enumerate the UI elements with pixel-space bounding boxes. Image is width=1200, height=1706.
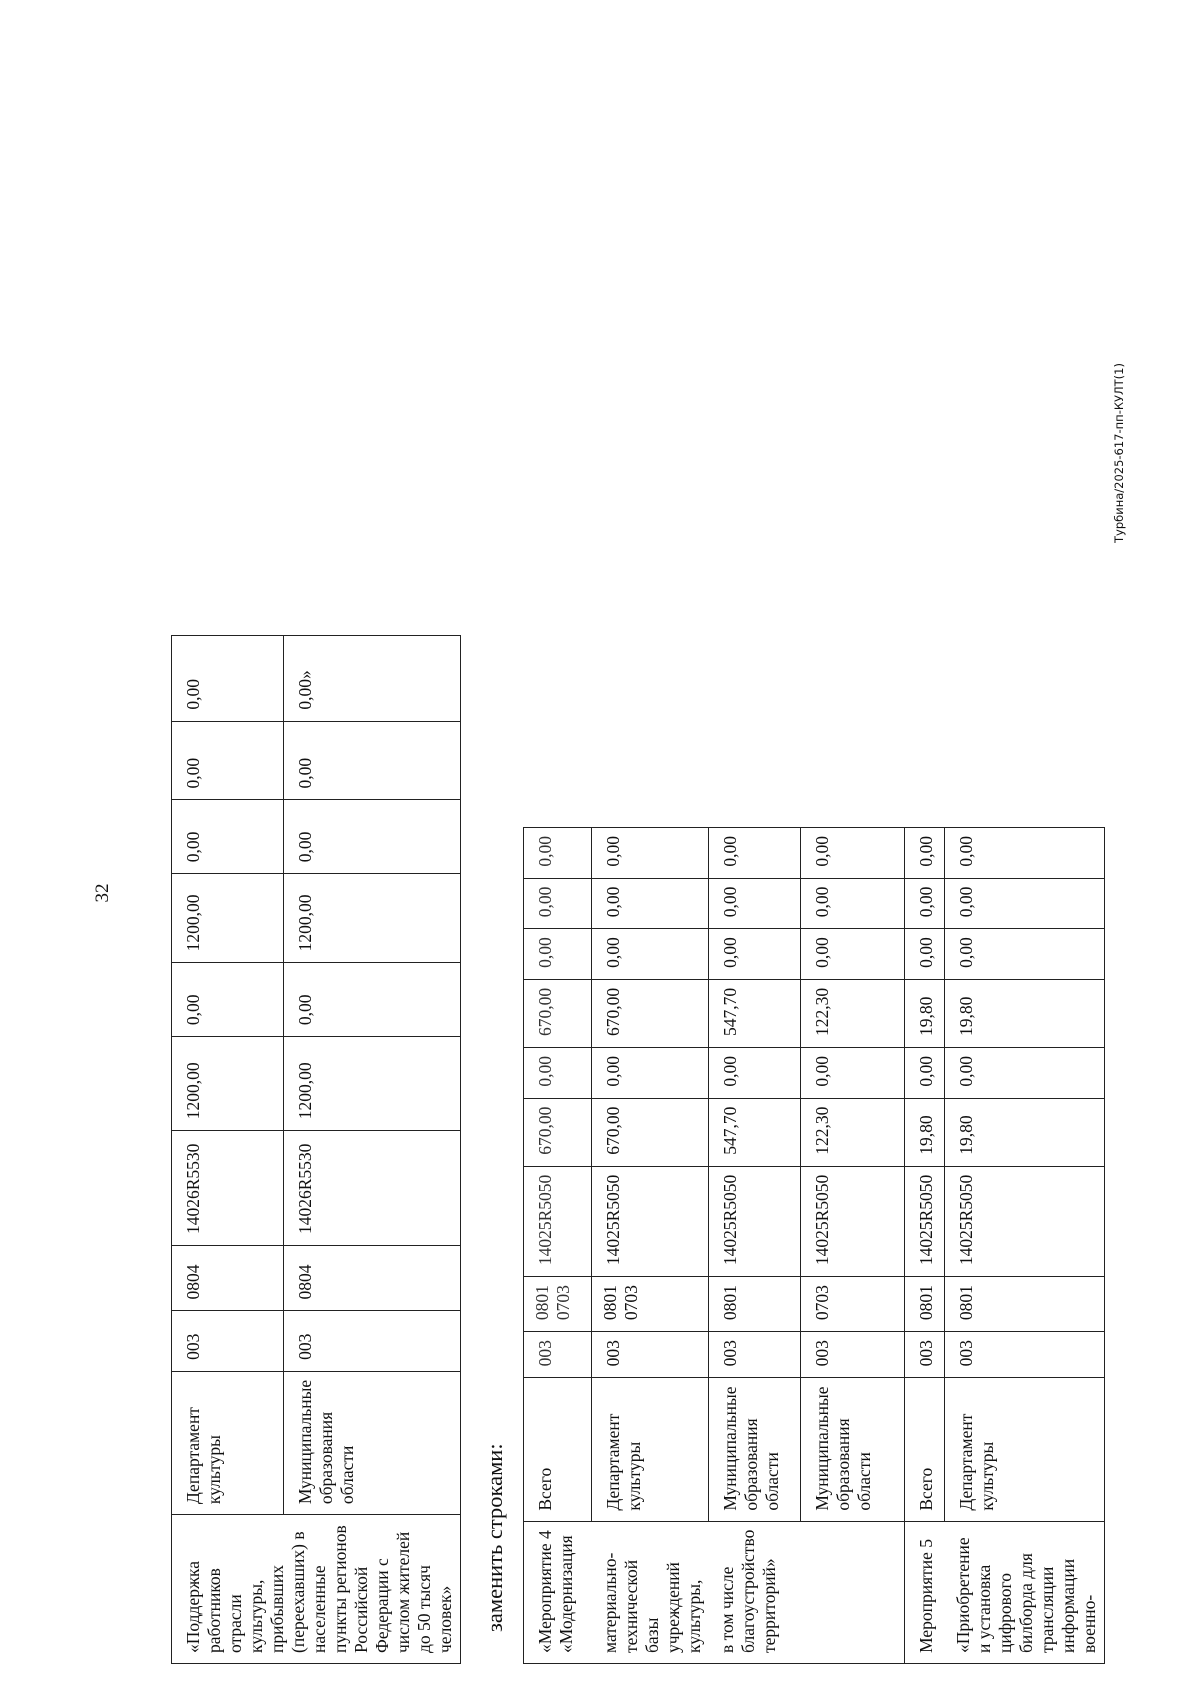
table-row — [801, 827, 905, 1663]
table-upper — [171, 635, 461, 1664]
measure-name-cell — [801, 1521, 905, 1663]
code-cell: 003 — [283, 1311, 460, 1371]
value-cell: 0,00 — [945, 1047, 1105, 1098]
executor-cell: Департамент культуры — [172, 1371, 284, 1514]
executor-cell: Всего — [905, 1378, 945, 1521]
table-row — [172, 636, 284, 1664]
value-cell: 0,00 — [592, 827, 709, 878]
executor-cell: Муниципальные образования области — [709, 1378, 801, 1521]
value-cell: 1200,00 — [172, 1037, 284, 1131]
value-cell: 0,00 — [524, 1047, 592, 1098]
value-cell: 0,00 — [709, 1047, 801, 1098]
code-cell: 003 — [801, 1332, 905, 1378]
section-cell: 0703 — [801, 1277, 905, 1332]
section-cell: 0801 — [945, 1277, 1105, 1332]
executor-cell: Муниципальные образования области — [801, 1378, 905, 1521]
value-cell: 0,00 — [524, 929, 592, 980]
value-cell: 670,00 — [524, 979, 592, 1047]
target-cell: 14025R5050 — [709, 1166, 801, 1276]
table-row — [945, 827, 1105, 1663]
value-cell: 0,00 — [172, 963, 284, 1037]
value-cell: 0,00 — [592, 1047, 709, 1098]
value-cell: 547,70 — [709, 979, 801, 1047]
value-cell: 19,80 — [905, 1098, 945, 1166]
value-cell: 0,00 — [801, 878, 905, 929]
code-cell: 003 — [945, 1332, 1105, 1378]
budget-table-lower — [523, 827, 1105, 1664]
code-cell: 003 — [592, 1332, 709, 1378]
budget-table-upper — [171, 635, 461, 1664]
value-cell: 19,80 — [945, 1098, 1105, 1166]
target-cell: 14026R5530 — [172, 1131, 284, 1246]
value-cell: 0,00 — [945, 827, 1105, 878]
value-cell: 0,00 — [801, 929, 905, 980]
code-cell: 003 — [709, 1332, 801, 1378]
target-cell: 14025R5050 — [905, 1166, 945, 1276]
value-cell: 670,00 — [592, 979, 709, 1047]
section-cell: 0801 0703 — [592, 1277, 709, 1332]
document-code: Турбина/2025-617-пп-КУЛТ(1) — [1112, 363, 1126, 543]
value-cell: 0,00 — [709, 929, 801, 980]
page-number: 32 — [92, 883, 113, 903]
measure-name-cell: «Поддержка работников отрасли культуры, прибывших (переехавших) в населенные пункты регионов Российской Федерации с числом жителей до 50 тысяч человек» — [172, 1515, 461, 1664]
value-cell: 0,00 — [592, 929, 709, 980]
value-cell: 19,80 — [945, 979, 1105, 1047]
target-cell: 14025R5050 — [801, 1166, 905, 1276]
target-cell: 14025R5050 — [524, 1166, 592, 1276]
value-cell: 1200,00 — [172, 874, 284, 963]
code-cell: 003 — [524, 1332, 592, 1378]
value-cell: 0,00 — [945, 878, 1105, 929]
code-cell: 003 — [172, 1311, 284, 1371]
value-cell: 670,00 — [592, 1098, 709, 1166]
table-row — [283, 636, 460, 1664]
value-cell: 670,00 — [524, 1098, 592, 1166]
value-cell: 0,00 — [524, 878, 592, 929]
measure-name-cell: в том числе благоустройство территорий» — [709, 1521, 801, 1663]
value-cell: 0,00 — [524, 827, 592, 878]
value-cell: 0,00» — [283, 636, 460, 722]
value-cell: 0,00 — [709, 878, 801, 929]
value-cell: 0,00 — [905, 929, 945, 980]
value-cell: 122,30 — [801, 979, 905, 1047]
value-cell: 0,00 — [172, 636, 284, 722]
target-cell: 14026R5530 — [283, 1131, 460, 1246]
table-row — [524, 827, 592, 1663]
value-cell: 0,00 — [283, 963, 460, 1037]
table-row — [592, 827, 709, 1663]
executor-cell: Департамент культуры — [592, 1378, 709, 1521]
target-cell: 14025R5050 — [592, 1166, 709, 1276]
measure-name-cell: «Приобретение и установка цифрового билборда для трансляции информации военно- — [945, 1521, 1105, 1663]
value-cell: 0,00 — [172, 800, 284, 874]
executor-cell: Всего — [524, 1378, 592, 1521]
value-cell: 1200,00 — [283, 874, 460, 963]
table-row — [709, 827, 801, 1663]
replace-caption: заменить строками: — [482, 1443, 507, 1632]
measure-name-cell: материально-технической базы учреждений культуры, — [592, 1521, 709, 1663]
target-cell: 14025R5050 — [945, 1166, 1105, 1276]
value-cell: 0,00 — [283, 800, 460, 874]
section-cell: 0801 — [709, 1277, 801, 1332]
value-cell: 0,00 — [905, 827, 945, 878]
section-cell: 0804 — [283, 1246, 460, 1311]
section-cell: 0804 — [172, 1246, 284, 1311]
value-cell: 547,70 — [709, 1098, 801, 1166]
value-cell: 0,00 — [283, 721, 460, 800]
value-cell: 122,30 — [801, 1098, 905, 1166]
value-cell: 1200,00 — [283, 1037, 460, 1131]
code-cell: 003 — [905, 1332, 945, 1378]
value-cell: 0,00 — [905, 1047, 945, 1098]
executor-cell: Муниципальные образования области — [283, 1371, 460, 1514]
executor-cell: Департамент культуры — [945, 1378, 1105, 1521]
value-cell: 0,00 — [945, 929, 1105, 980]
section-cell: 0801 0703 — [524, 1277, 592, 1332]
value-cell: 0,00 — [905, 878, 945, 929]
section-cell: 0801 — [905, 1277, 945, 1332]
value-cell: 0,00 — [801, 1047, 905, 1098]
table-lower — [523, 827, 1105, 1664]
value-cell: 0,00 — [709, 827, 801, 878]
measure-name-cell: Мероприятие 5 — [905, 1521, 945, 1663]
table-row — [905, 827, 945, 1663]
value-cell: 0,00 — [592, 878, 709, 929]
value-cell: 19,80 — [905, 979, 945, 1047]
value-cell: 0,00 — [172, 721, 284, 800]
value-cell: 0,00 — [801, 827, 905, 878]
measure-name-cell: «Мероприятие 4 «Модернизация — [524, 1521, 592, 1663]
